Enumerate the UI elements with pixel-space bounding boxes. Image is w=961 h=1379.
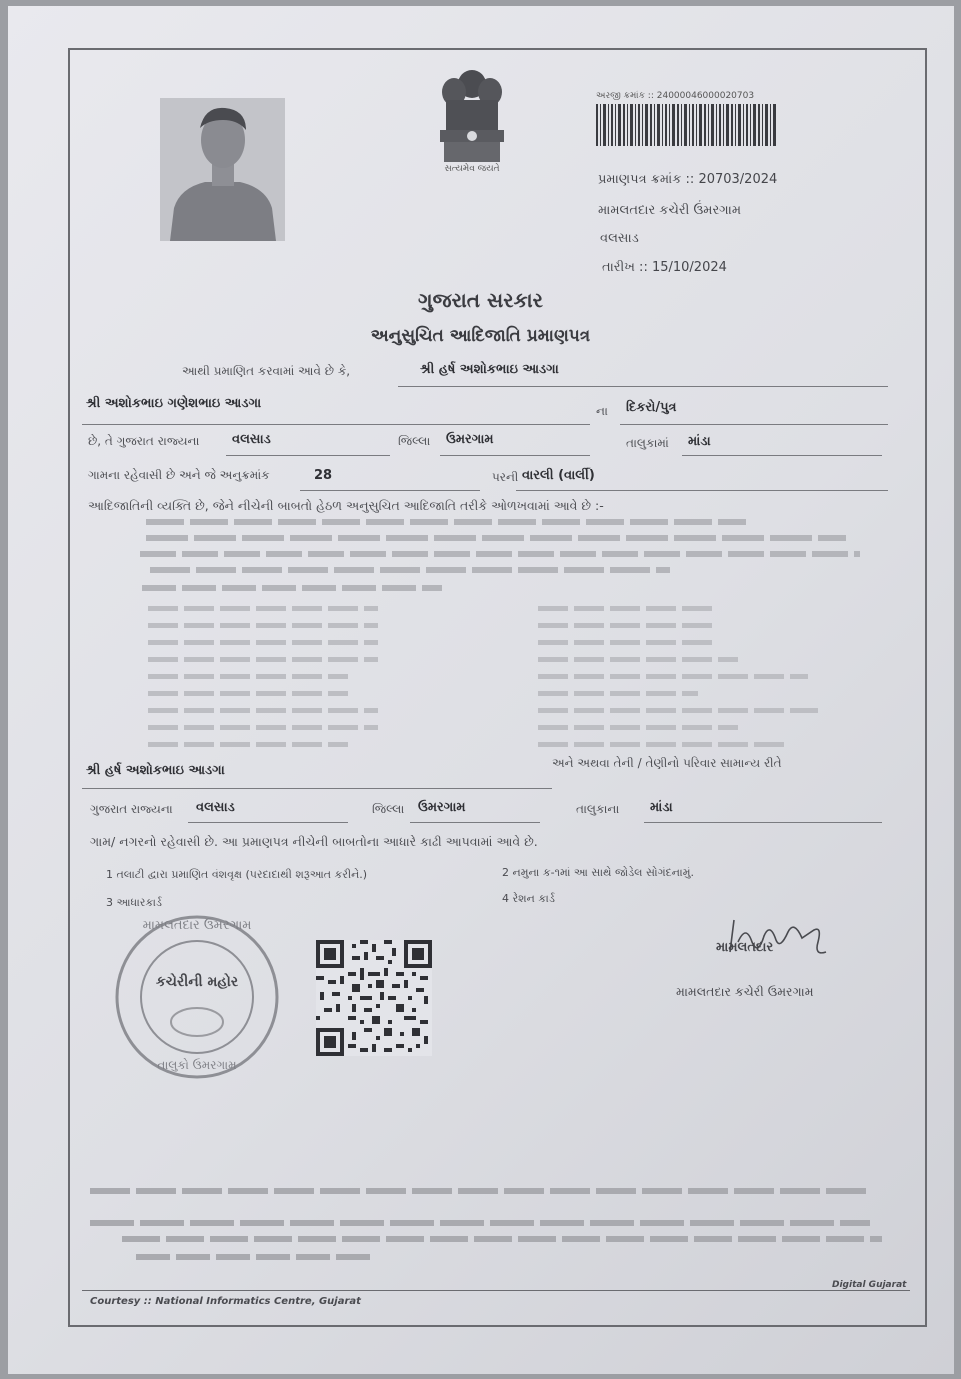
seal-ring-bottom: તાલુકો ઉમરગામ bbox=[157, 1058, 237, 1072]
emblem-caption: સત્યમેવ જયતે bbox=[444, 164, 500, 174]
seal-ring-text: મામલતદાર ઉમરગામ bbox=[142, 918, 252, 933]
basis-item: 3 આધારકાર્ડ bbox=[106, 896, 162, 909]
basis-item: 4 રેશન કાર્ડ bbox=[502, 892, 555, 905]
certificate-title: અનુસુચિત આદિજાતિ પ્રમાણપત્ર bbox=[370, 326, 591, 346]
issue-date: તારીખ :: 15/10/2024 bbox=[602, 260, 727, 275]
parni-label: પરની bbox=[492, 470, 519, 484]
qr-code-icon bbox=[316, 940, 432, 1056]
state-prefix-2: ગુજરાત રાજ્યના bbox=[90, 802, 173, 816]
certificate-number: પ્રમાણપત્ર ક્રમાંક :: 20703/2024 bbox=[598, 172, 778, 187]
district-value: વલસાડ bbox=[232, 432, 271, 447]
relation-value: દિકરો/પુત્ર bbox=[626, 400, 677, 415]
state-prefix: છે, તે ગુજરાત રાજ્યના bbox=[88, 434, 200, 448]
underline bbox=[440, 455, 590, 456]
applicant-photo bbox=[160, 98, 285, 241]
underline bbox=[620, 424, 888, 425]
recognition-text: આદિજાતિની વ્યક્તિ છે, જેને નીચેની બાબતો હેઠળ અનુસુચિત આદિજાતિ તરીકે ઓળખવામાં આવે છે :- bbox=[88, 498, 604, 513]
taluka-label-2: તાલુકાના bbox=[576, 802, 620, 816]
family-text: અને અથવા તેની / તેણીનો પરિવાર સામાન્ય રીતે bbox=[552, 756, 782, 770]
digital-gujarat-text: Digital Gujarat bbox=[832, 1280, 907, 1290]
jilla-label: જિલ્લા bbox=[398, 434, 431, 448]
underline bbox=[398, 386, 888, 387]
underline bbox=[516, 490, 888, 491]
underline bbox=[188, 822, 348, 823]
underline bbox=[82, 788, 552, 789]
underline bbox=[644, 822, 882, 823]
issuing-district: વલસાડ bbox=[600, 231, 639, 246]
taluka-label: તાલુકામાં bbox=[626, 436, 669, 450]
taluka-value-2: ઉમરગામ bbox=[418, 800, 466, 815]
village-value: માંડા bbox=[688, 434, 711, 449]
basis-item: 1 તલાટી દ્વારા પ્રમાણિત વંશવૃક્ષ (પરદાદાથી શરૂઆત કરીને.) bbox=[106, 868, 368, 881]
underline bbox=[410, 822, 540, 823]
government-title: ગુજરાત સરકાર bbox=[418, 288, 543, 312]
village-value-2: માંડા bbox=[650, 800, 673, 815]
footer-rule bbox=[82, 1290, 910, 1291]
underline bbox=[300, 490, 480, 491]
underline bbox=[682, 455, 882, 456]
seal-center-text: કચેરીની મહોર bbox=[155, 974, 239, 990]
second-person-name: શ્રી હર્ષ અશોકભાઇ આડગા bbox=[86, 763, 225, 778]
application-number: અરજી ક્રમાંક :: 24000046000020703 bbox=[596, 91, 755, 101]
person-name: શ્રી હર્ષ અશોકભાઇ આડગા bbox=[420, 362, 559, 377]
courtesy-text: Courtesy :: National Informatics Centre, Gujarat bbox=[90, 1296, 361, 1307]
jilla-label-2: જિલ્લા bbox=[372, 802, 405, 816]
resident-text: ગામના રહેવાસી છે અને જે અનુક્રમાંક bbox=[88, 468, 270, 482]
na-label: ના bbox=[596, 404, 608, 418]
office-seal-icon bbox=[112, 912, 282, 1082]
basis-item: 2 નમુના ક-૧માં આ સાથે જોડેલ સોગંદનામું. bbox=[502, 866, 694, 879]
underline bbox=[226, 455, 390, 456]
taluka-value: ઉમરગામ bbox=[446, 432, 494, 447]
tribe-name: વારલી (વાર્લી) bbox=[522, 468, 595, 483]
issuing-office: મામલતદાર કચેરી ઉંમરગામ bbox=[598, 203, 742, 218]
national-emblem-icon bbox=[432, 62, 512, 172]
certificate-page bbox=[8, 6, 954, 1374]
intro-text: આથી પ્રમાણિત કરવામાં આવે છે કે, bbox=[182, 364, 351, 378]
serial-number: 28 bbox=[314, 468, 333, 483]
father-name: શ્રી અશોકભાઇ ગણેશભાઇ આડગા bbox=[86, 396, 262, 411]
barcode-icon bbox=[596, 104, 776, 146]
underline bbox=[82, 424, 590, 425]
signatory-office: મામલતદાર કચેરી ઉમરગામ bbox=[676, 984, 814, 999]
issue-text: ગામ/ નગરનો રહેવાસી છે. આ પ્રમાણપત્ર નીચેની બાબતોના આધારે કાઢી આપવામાં આવે છે. bbox=[90, 834, 538, 849]
signatory-title: મામલતદાર bbox=[716, 940, 774, 955]
district-value-2: વલસાડ bbox=[196, 800, 235, 815]
